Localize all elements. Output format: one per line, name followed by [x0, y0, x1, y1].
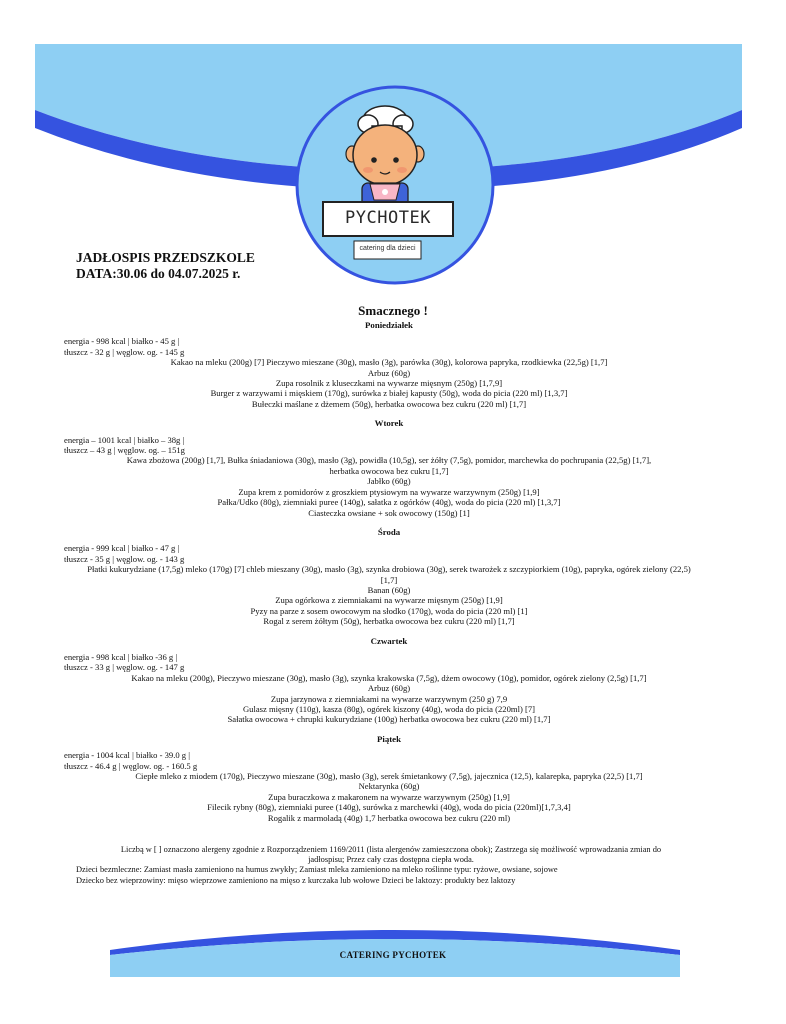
weekly-menu	[64, 320, 714, 832]
footer-label: CATERING PYCHOTEK	[339, 950, 447, 960]
meal-line: Arbuz (60g)	[367, 367, 411, 378]
nutrition-line: tłuszcz - 32 g | węglow. og. - 145 g	[64, 346, 185, 357]
day-name: Wtorek	[374, 418, 404, 429]
meal-line: Banan (60g)	[367, 584, 411, 595]
meal-line: Zupa buraczkowa z makaronem na wywarze warzywnym (250g) [1,9]	[268, 791, 510, 802]
meal-line: herbatka owocowa bez cukru [1,7]	[329, 465, 449, 476]
day-name: Poniedziałek	[365, 320, 413, 330]
day-thursday	[64, 636, 714, 725]
meal-line: Pałka/Udko (80g), ziemniaki puree (140g), sałatka z ogórków (40g), woda do picia (220 ml) [1,3,7]	[217, 497, 561, 508]
meal-line: Zupa ogórkowa z ziemniakami na wywarze mięsnym (250g) [1,9]	[275, 595, 503, 606]
menu-notes	[76, 845, 706, 886]
menu-title-line: JADŁOSPIS PRZEDSZKOLE	[76, 250, 255, 265]
nutrition-line: energia - 998 kcal | białko -36 g |	[64, 651, 178, 662]
meal-line: Sałatka owocowa + chrupki kukurydziane (100g) herbatka owocowa bez cukru (220 ml) [1,7]	[227, 714, 551, 725]
meal-line: Kakao na mleku (200g) [7] Pieczywo mieszane (30g), masło (3g), parówka (30g), kolorowa papryka, rzodkiewka (22,5g) [1,7]	[170, 357, 608, 368]
meal-line: Zupa rosolnik z kluseczkami na wywarze mięsnym (250g) [1,7,9]	[275, 378, 503, 389]
day-name: Środa	[377, 526, 401, 537]
nutrition-line: tłuszcz - 33 g | węglow. og. - 147 g	[64, 662, 185, 673]
allergen-note: jadłospisu; Przez cały czas dostępna ciepła woda.	[308, 855, 474, 865]
meal-line: Ciasteczka owsiane + sok owocowy (150g) [1]	[308, 507, 470, 518]
meal-line: [1,7]	[380, 574, 398, 585]
meal-line: Kakao na mleku (200g), Pieczywo mieszane (30g), masło (3g), szynka krakowska (7,5g), dżem owocowy (10g), pomidor, ogórek zielony (2,5g) [1,7]	[131, 672, 647, 683]
meal-line: Filecik rybny (80g), ziemniaki puree (140g), surówka z marchewki (40g), woda do picia (220ml)[1,7,3,4]	[207, 802, 571, 813]
meal-line: Rogal z serem żółtym (50g), herbatka owocowa bez cukru (220 ml) [1,7]	[263, 616, 515, 627]
meal-line: Nektarynka (60g)	[358, 781, 420, 792]
nutrition-line: energia - 998 kcal | białko - 45 g |	[64, 336, 180, 347]
day-name: Czwartek	[370, 635, 408, 646]
menu-date-line: DATA:30.06 do 04.07.2025 r.	[76, 266, 241, 281]
meal-line: Kawa zbożowa (200g) [1,7], Bułka śniadaniowa (30g), masło (3g), powidła (10,5g), ser żółty (7,5g), pomidor, marchewka do pochrupania (22,5g) [1,7],	[126, 455, 652, 466]
nutrition-line: energia - 1004 kcal | białko - 39.0 g |	[64, 750, 190, 761]
allergen-note: Liczbą w [ ] oznaczono alergeny zgodnie z Rozporządzeniem 1169/2011 (lista alergenów zamieszczona obok); Zastrzega się możliwość wprowadzania zmian do	[120, 845, 662, 854]
nutrition-line: energia – 1001 kcal | białko – 38g |	[64, 434, 185, 445]
meal-line: Zupa jarzynowa z ziemniakami na wywarze warzywnym (250 g) 7,9	[270, 693, 508, 704]
meal-line: Rogalik z marmoladą (40g) 1,7 herbatka owocowa bez cukru (220 ml)	[267, 812, 511, 823]
day-name: Piątek	[377, 733, 401, 744]
dairy-free-note: Dzieci bezmleczne: Zamiast masła zamieniono na humus zwykły; Zamiast mleka zamieniono na mleko roślinne typu: ryżowe, owsiane, sojowe	[76, 865, 558, 875]
nutrition-line: tłuszcz – 43 g | węglow. og. – 151g	[64, 445, 185, 456]
meal-line: Burger z warzywami i mięskiem (170g), surówka z białej kapusty (50g), woda do picia (220 ml) [1,3,7]	[210, 388, 568, 399]
logo-badge	[297, 87, 493, 283]
meal-line: Ciepłe mleko z miodem (170g), Pieczywo mieszane (30g), masło (3g), serek śmietankowy (7,5g), jajecznica (12,5), kalarepka, papryka (22,5) [1,7]	[135, 771, 643, 782]
meal-line: Arbuz (60g)	[367, 683, 411, 694]
nutrition-line: energia - 999 kcal | białko - 47 g |	[64, 543, 180, 554]
meal-line: Bułeczki maślane z dżemem (50g), herbatka owocowa bez cukru (220 ml) [1,7]	[251, 398, 527, 409]
logo-tagline: catering dla dzieci	[359, 245, 416, 252]
greeting: Smacznego !	[358, 303, 428, 318]
day-tuesday	[64, 418, 714, 518]
meal-line: Gulasz mięsny (110g), kasza (80g), ogórek kiszony (40g), woda do picia (220ml) [7]	[242, 704, 536, 714]
meal-line: Zupa krem z pomidorów z groszkiem ptysiowym na wywarze warzywnym (250g) [1,9]	[238, 486, 540, 497]
meal-line: Jabłko (60g)	[367, 476, 411, 487]
day-monday	[64, 320, 714, 409]
logo-brand: PYCHOTEK	[345, 208, 431, 228]
meal-line: Pyzy na parze z sosem owocowym na słodko (170g), woda do picia (220 ml) [1]	[250, 605, 528, 616]
day-wednesday	[64, 527, 714, 627]
menu-title	[76, 250, 255, 282]
nutrition-line: tłuszcz - 46.4 g | węglow. og. - 160.5 g	[64, 760, 198, 771]
day-friday	[64, 734, 714, 823]
footer-banner	[0, 905, 786, 1024]
nutrition-line: tłuszcz - 35 g | węglow. og. - 143 g	[64, 553, 185, 564]
pork-free-note: Dziecko bez wieprzowiny: mięso wieprzowe zamieniono na mięso z kurczaka lub wołowe Dzieci be laktozy: produkty bez laktozy	[76, 875, 516, 885]
meal-line: Płatki kukurydziane (17,5g) mleko (170g) [7] chleb mieszany (30g), masło (3g), szynka drobiowa (30g), serek twarożek z szczypiorkiem (10g), papryka, ogórek zielony (22,5)	[87, 564, 691, 575]
